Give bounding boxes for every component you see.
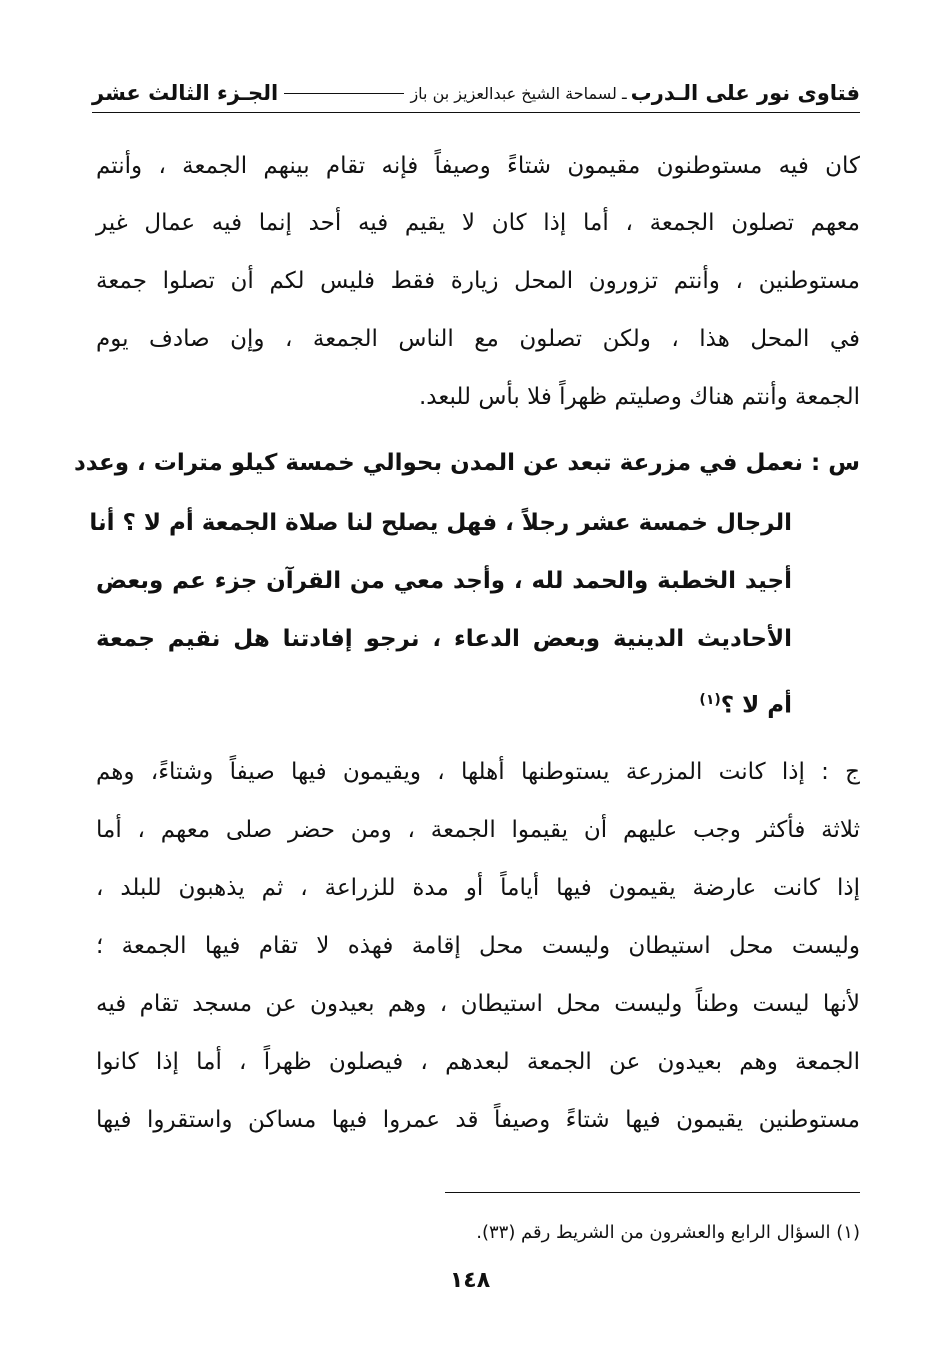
body-line: الجمعة وأنتم هناك وصليتم ظهراً فلا بأس للبعد. [419,384,860,410]
question-prefix: س : [803,450,860,476]
page-number: ١٤٨ [449,1268,491,1293]
answer-line: مستوطنين يقيمون فيها شتاءً وصيفاً قد عمروا فيها مساكن واستقروا فيها [96,1107,860,1133]
question-first-line [73,443,860,483]
author-name: ـ لسماحة الشيخ عبدالعزيز بن باز [410,83,627,103]
question-line: الرجال خمسة عشر رجلاً ، فهل يصلح لنا صلاة الجمعة أم لا ؟ أنا [89,510,792,536]
header-dash-rule [284,93,404,94]
footnote-divider [445,1192,860,1193]
header-divider [92,112,860,113]
footnote-marker: (١) [699,692,721,708]
book-title: فتاوى نور على الـدرب [630,81,860,105]
answer-prefix: ج : [804,759,861,785]
answer-line: وليست محل استيطان وليست محل إقامة فهذه لا تقام فيها الجمعة ؛ [96,933,860,959]
body-line: معهم تصلون الجمعة ، أما إذا كان لا يقيم فيه أحد إنما فيه عمال غير [96,210,860,236]
answer-line: إذا كانت عارضة يقيمون فيها أياماً أو مدة للزراعة ، ثم يذهبون للبلد ، [96,875,860,901]
answer-line: لأنها ليست وطناً وليست محل استيطان ، وهم بعيدون عن مسجد تقام فيه [96,991,860,1017]
answer-line: الجمعة وهم بعيدون عن الجمعة لبعدهم ، فيصلون ظهراً ، أما إذا كانوا [96,1049,860,1075]
answer-line: إذا كانت المزرعة يستوطنها أهلها ، ويقيمون فيها صيفاً وشتاءً، وهم [96,759,805,785]
answer-line: ثلاثة فأكثر وجب عليهم أن يقيموا الجمعة ، ومن حضر صلى معهم ، أما [96,817,860,843]
answer-first-line [96,752,860,792]
question-line: أم لا ؟ [720,692,792,719]
body-line: كان فيه مستوطنون مقيمون شتاءً وصيفاً فإنه تقام بينهم الجمعة ، وأنتم [96,153,860,179]
body-line: في المحل هذا ، ولكن تصلون مع الناس الجمعة ، وإن صادف يوم [96,326,860,352]
question-line: الأحاديث الدينية وبعض الدعاء ، نرجو إفادتنا هل نقيم جمعة [96,626,792,652]
question-line: أجيد الخطبة والحمد لله ، وأجد معي من القرآن جزء عم وبعض [96,568,792,594]
footnote: (١) السؤال الرابع والعشرون من الشريط رقم (٣٣). [476,1222,860,1243]
body-line: مستوطنين ، وأنتم تزورون المحل زيارة فقط فليس لكم أن تصلوا جمعة [96,268,860,294]
running-header [92,76,860,110]
question-line: نعمل في مزرعة تبعد عن المدن بحوالي خمسة كيلو مترات ، وعدد [73,450,804,476]
volume-label: الجـزء الثالث عشر [92,81,279,105]
question-last-line [96,680,792,720]
